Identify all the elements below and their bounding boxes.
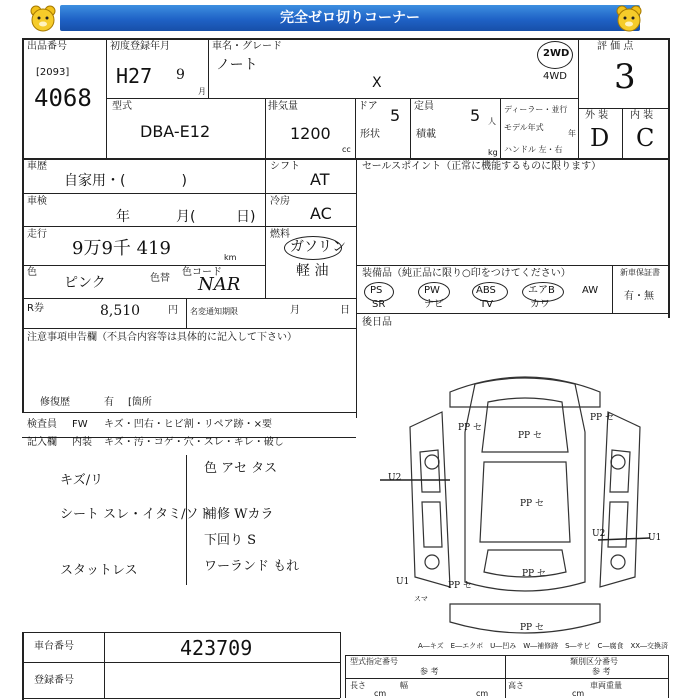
chassis-label: 車台番号 [34,641,74,652]
width-unit: cm [476,689,489,698]
diagram-mark-5: PP セ [522,569,546,579]
equipment-aw: AW [582,285,599,296]
inspection-month-unit: 月( [176,209,196,225]
length-label: 長さ [350,681,366,690]
diagram-mark-2: PP セ [518,431,542,441]
note-left-3: スタットレス [60,563,138,578]
fw-label: FW [72,419,88,430]
length-unit: cm [374,689,387,698]
shift-value: AT [310,170,330,189]
color-change-label: 色替 [150,273,170,284]
equipment-airbag: エアB [528,285,555,296]
inspector-label-2: 記入欄 [27,437,57,448]
shift-label: シフト [270,161,300,172]
displacement-unit: cc [342,145,351,154]
aircon-value: AC [310,204,332,223]
equipment-pw-circle [418,282,450,302]
recycle-value: 8,510 [100,303,141,319]
bear-mascot-icon [28,4,58,34]
capacity-unit: 人 [488,117,496,126]
fuel-label: 燃料 [270,229,290,240]
vehicle-weight-label: 車両重量 [590,681,622,690]
model-year-unit: 年 [568,129,576,138]
recycle-unit: 円 [168,305,178,316]
header-title: 完全ゼロ切りコーナー [60,5,640,31]
model-year-label: モデル年式 [504,123,544,132]
recycle-label: R券 [27,303,44,314]
equipment-airbag-circle [522,282,564,302]
interior-label: 内 装 [630,110,654,121]
designation-label: 型式指定番号 [350,657,398,666]
name-change-label: 名変通知期限 [190,307,238,316]
type-label: 型式 [112,101,132,112]
dealer-label: ディーラー・並行 [504,105,568,114]
equipment-sr: SR [372,299,386,310]
diagram-mark-10: U1 [396,577,410,587]
diagram-mark-1: PP セ [458,423,482,433]
lot-label: 出品番号 [27,41,67,52]
displacement-label: 排気量 [268,101,298,112]
diagram-mark-12: スマ [414,595,428,603]
inspection-label: 車検 [27,196,47,207]
fw-items: キズ・凹右・ヒビ割・リペア跡・×要 [104,419,272,430]
displacement-value: 1200 [290,124,331,143]
capacity-value: 5 [470,106,481,125]
diagram-mark-4: PP セ [520,499,544,509]
doors-value: 5 [390,106,401,125]
color-code: NAR [198,274,241,295]
classification-label: 類別区分番号 [570,657,618,666]
diagram-mark-9: U2 [592,529,606,539]
exterior-label: 外 装 [585,110,609,121]
inspector-label-1: 検査員 [27,419,57,430]
shape-label: 形状 [360,129,380,140]
equipment-tv: TV [480,299,493,310]
history-label: 車歴 [27,161,47,172]
equipment-abs: ABS [476,285,496,296]
notice-label: 注意事項申告欄（不具合内容等は具体的に記入して下さい） [27,332,297,343]
name-change-month: 月 [290,305,300,316]
load-label: 積載 [416,129,436,140]
header-bar [0,0,700,38]
lot-sub: [2093] [36,67,70,78]
name-change-day: 日 [340,305,350,316]
registration-month: 9 [176,67,185,83]
mileage-value: 9万9千 419 [72,238,171,259]
height-label: 高さ [508,681,524,690]
diagram-mark-11: U1 [648,533,662,543]
note-right-2: 補修 Wカラ [204,507,274,522]
inspection-year-unit: 年 [116,209,130,225]
score-value: 3 [614,57,636,97]
after-install-label: 後日品 [362,317,392,328]
registration-month-unit: 月 [198,87,206,96]
inspection-day-unit: 日) [236,209,256,225]
model-grade: X [372,75,382,91]
fuel-gasoline: ガソリン [290,239,346,255]
load-unit: kg [488,148,498,157]
repair-label: 修復歴 [40,397,70,408]
interior-score: C [636,124,655,152]
aircon-label: 冷房 [270,196,290,207]
color-value: ピンク [64,275,106,291]
repair-value: 有 [104,397,114,408]
capacity-label: 定員 [414,101,434,112]
model-name: ノート [216,57,258,73]
bear-mascot-icon [614,4,644,34]
height-unit: cm [572,689,585,698]
equipment-pw: PW [424,285,440,296]
lot-number: 4068 [34,84,92,112]
warranty-label: 新車保証書 [620,268,660,277]
chassis-value: 423709 [180,636,253,660]
score-label: 評 価 点 [597,41,634,52]
diagram-mark-3: PP セ [590,413,614,423]
int-label: 内装 [72,437,92,448]
diagram-mark-7: PP セ [520,623,544,633]
note-right-3: 下回り S [204,533,257,548]
equipment-leather: カワ [530,299,550,310]
fuel-diesel: 軽 油 [296,263,329,279]
equipment-abs-circle [472,282,508,302]
note-right-4: ワーランド もれ [204,559,300,574]
designation-ref: 参 考 [420,667,439,676]
type-value: DBA-E12 [140,122,211,141]
model-label: 車名・グレード [212,41,282,52]
note-left-2: シート スレ・イタミ/ソト [60,507,212,522]
diagram-mark-8: U2 [388,473,402,483]
sales-point-label: セールスポイント（正常に機能するものに限ります） [362,161,602,172]
damage-legend: A―キズ E―エクボ U―凹み W―補修跡 S―サビ C―腐食 XX―交換済 [418,642,669,650]
equipment-label: 装備品（純正品に限り○印をつけてください） [362,268,571,279]
doors-label: ドア [358,101,378,112]
classification-ref: 参 考 [592,667,611,676]
note-left-1: キズ/リ [60,473,104,488]
color-code-label: 色コード [182,267,222,278]
width-label: 幅 [400,681,408,690]
mileage-unit: km [224,253,237,262]
diagram-mark-6: PP セ [448,581,472,591]
drive-4wd: 4WD [543,71,567,82]
repair-place: [箇所 [128,397,152,408]
int-items: キズ・汚・コゲ・穴・スレ・キレ・破し [104,437,284,448]
registration-label: 初度登録年月 [110,41,170,52]
registration-year: H27 [116,64,153,88]
warranty-value: 有・無 [624,291,654,302]
equipment-navi: ナビ [424,299,444,310]
registration-no-label: 登録番号 [34,675,74,686]
exterior-score: D [590,124,610,152]
color-label: 色 [27,267,37,278]
history-value: 自家用・( ) [64,173,187,189]
note-right-1: 色 アセ タス [204,461,278,476]
equipment-ps-circle [364,282,394,302]
equipment-ps: PS [370,285,383,296]
handle-label: ハンドル 左・右 [504,145,563,154]
drive-2wd: 2WD [543,48,570,59]
mileage-label: 走行 [27,229,47,240]
